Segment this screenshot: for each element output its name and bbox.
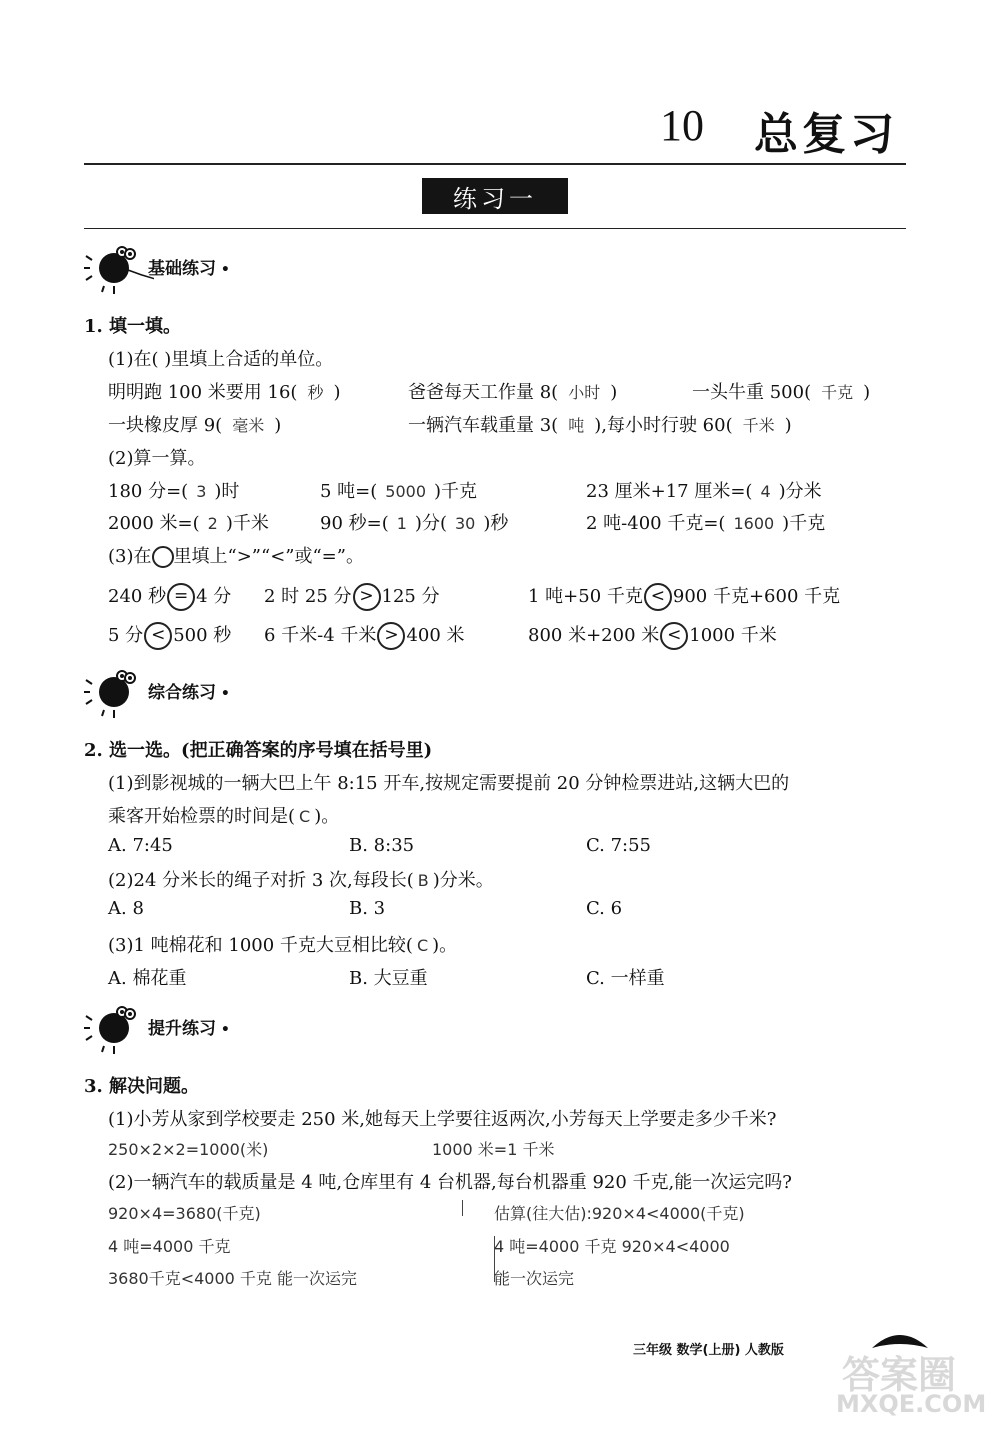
answer-circle: < [660, 622, 688, 650]
header-rule [84, 163, 906, 165]
handwritten-answer: 吨 [568, 416, 585, 435]
handwritten-answer: B [417, 871, 429, 890]
option: A. 棉花重 [108, 968, 187, 989]
answer-circle: = [167, 583, 195, 611]
q1-title: 1. 填一填。 [84, 316, 182, 337]
answer-circle: > [377, 622, 405, 650]
q1-p3-item: 1 吨+50 千克 < 900 千克+600 千克 [528, 582, 840, 611]
option: B. 大豆重 [349, 968, 428, 989]
option: A. 7:45 [108, 835, 173, 856]
watermark: MXQE.COM [836, 1390, 987, 1418]
q2-p2: (2)24 分米长的绳子对折 3 次,每段长( B )分米。 [108, 870, 494, 891]
q3-p2: (2)一辆汽车的载质量是 4 吨,仓库里有 4 台机器,每台机器重 920 千克,能一次运完吗? [108, 1172, 792, 1193]
q3-p2-work-right: 估算(往大估):920×4<4000(千克) [494, 1204, 745, 1223]
chapter-number: 10 [660, 101, 704, 150]
option: B. 3 [349, 898, 386, 919]
exercise-banner: 练习一 [422, 178, 568, 214]
q1-p3-item: 6 千米-4 千米 > 400 米 [264, 621, 465, 650]
handwritten-answer: 30 [454, 514, 476, 533]
handwritten-answer: 4 [760, 482, 771, 501]
q1-p1-item: 一辆汽车载重量 3( 吨 ),每小时行驶 60( 千米 ) [408, 415, 792, 436]
option: B. 8:35 [349, 835, 415, 856]
q1-p2-item: 2 吨-400 千克=( 1600 )千克 [586, 513, 826, 534]
q3-p2-work-left: 4 吨=4000 千克 [108, 1237, 231, 1256]
q2-title: 2. 选一选。(把正确答案的序号填在括号里) [84, 740, 433, 761]
empty-circle-icon [152, 546, 174, 568]
section-label: 提升练习 • [148, 1014, 230, 1039]
q1-p3-item: 800 米+200 米 < 1000 千米 [528, 621, 777, 650]
answer-circle: < [644, 583, 672, 611]
q1-p2-item: 90 秒=( 1 )分( 30 )秒 [320, 513, 509, 534]
handwritten-answer: 千克 [821, 383, 854, 402]
q2-p1-line2: 乘客开始检票的时间是( C )。 [108, 806, 340, 827]
q1-p2-item: 23 厘米+17 厘米=( 4 )分米 [586, 481, 822, 502]
watermark: 答案圈 [842, 1353, 957, 1397]
handwritten-answer: 小时 [568, 383, 601, 402]
footer-text: 三年级 数学(上册) 人教版 [633, 1343, 784, 1358]
q3-p1-work: 1000 米=1 千米 [432, 1140, 555, 1159]
mascot-icon [84, 240, 154, 300]
q1-p1-item: 一头牛重 500( 千克 ) [692, 382, 871, 403]
q1-p2-item: 5 吨=( 5000 )千克 [320, 481, 478, 502]
q1-p1-item: 一块橡皮厚 9( 毫米 ) [108, 415, 282, 436]
q3-p2-work-left: 920×4=3680(千克) [108, 1204, 261, 1223]
handwritten-answer: 3 [196, 482, 207, 501]
q3-p2-work-left: 3680千克<4000 千克 能一次运完 [108, 1269, 358, 1288]
section-comprehensive-header [84, 664, 284, 720]
q1-p2-stem: (2)算一算。 [108, 448, 206, 469]
handwritten-answer: C [299, 807, 311, 826]
q1-p1-item: 明明跑 100 米要用 16( 秒 ) [108, 382, 341, 403]
handwritten-answer: C [416, 936, 429, 955]
q1-p3-item: 2 时 25 分 > 125 分 [264, 582, 440, 611]
section-label: 基础练习 • [148, 254, 230, 279]
handwritten-answer: 秒 [307, 383, 324, 402]
section-basic-header [84, 240, 284, 296]
banner-rule [84, 228, 906, 229]
option: C. 6 [586, 898, 623, 919]
answer-circle: < [144, 622, 172, 650]
q3-p2-work-right: 4 吨=4000 千克 920×4<4000 [494, 1237, 730, 1256]
work-divider [462, 1200, 463, 1216]
handwritten-answer: 千米 [742, 416, 775, 435]
handwritten-answer: 2 [207, 514, 218, 533]
q2-p1-line1: (1)到影视城的一辆大巴上午 8:15 开车,按规定需要提前 20 分钟检票进站,这辆大巴的 [108, 773, 790, 794]
section-label: 综合练习 • [148, 678, 230, 703]
mascot-icon [84, 1000, 154, 1060]
q1-p1-stem: (1)在( )里填上合适的单位。 [108, 349, 334, 370]
q2-p3: (3)1 吨棉花和 1000 千克大豆相比较( C )。 [108, 935, 458, 956]
q1-p2-item: 2000 米=( 2 )千米 [108, 513, 269, 534]
section-advanced-header [84, 1000, 284, 1056]
handwritten-answer: 1600 [733, 514, 775, 533]
q3-p1-work: 250×2×2=1000(米) [108, 1140, 269, 1159]
q1-p1-item: 爸爸每天工作量 8( 小时 ) [408, 382, 618, 403]
q1-p3-item: 5 分 < 500 秒 [108, 621, 231, 650]
q3-p1: (1)小芳从家到学校要走 250 米,她每天上学要往返两次,小芳每天上学要走多少千米? [108, 1109, 777, 1130]
option: C. 7:55 [586, 835, 651, 856]
answer-circle: > [353, 583, 381, 611]
q3-title: 3. 解决问题。 [84, 1076, 200, 1097]
q1-p2-item: 180 分=( 3 )时 [108, 481, 240, 502]
chapter-title: 总复习 [754, 109, 898, 160]
option: C. 一样重 [586, 968, 665, 989]
mascot-icon [84, 664, 154, 724]
q1-p3-stem: (3)在 里填上“>”“<”或“=”。 [108, 546, 364, 567]
q3-p2-work-right: 能一次运完 [494, 1269, 575, 1288]
q1-p3-item: 240 秒 = 4 分 [108, 582, 231, 611]
handwritten-answer: 5000 [385, 482, 426, 501]
option: A. 8 [108, 898, 144, 919]
handwritten-answer: 毫米 [232, 416, 265, 435]
handwritten-answer: 1 [396, 514, 407, 533]
